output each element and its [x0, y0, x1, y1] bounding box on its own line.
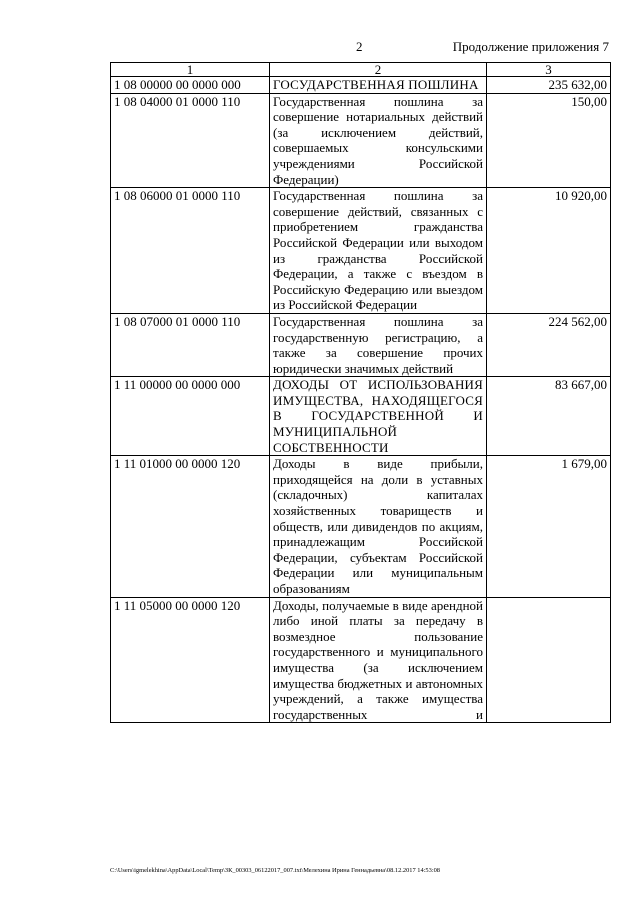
file-path-footer: C:\Users\igmelekhina\AppData\Local\Temp\ЗК_00303_06122017_007.txt\Мелехина Ирина Геннадьевна\08.12.2017 14:53:08 [110, 867, 440, 874]
table-header-row [111, 63, 611, 77]
continuation-label: Продолжение приложения 7 [452, 39, 609, 54]
row-name: Доходы, получаемые в виде арендной либо иной платы за передачу в возмездное пользование государственного и муниципального имущества (за исключением имущества бюджетных и автономных учреждений, а также имущества государственных и [270, 597, 487, 723]
column-header-3: 3 [487, 63, 611, 77]
row-name: Доходы в виде прибыли, приходящейся на доли в уставных (складочных) капиталах хозяйственных товариществ и обществ, или дивидендов по акциям, принадлежащим Российской Федерации, субъектам Российской Федерации или муниципальным образованиям [270, 456, 487, 597]
table-row [111, 188, 611, 314]
row-name: Государственная пошлина за государственную регистрацию, а также за совершение прочих юридически значимых действий [270, 313, 487, 376]
row-code: 1 11 01000 00 0000 120 [111, 456, 270, 597]
table-row [111, 77, 611, 94]
row-code: 1 08 04000 01 0000 110 [111, 93, 270, 188]
row-code: 1 11 00000 00 0000 000 [111, 377, 270, 456]
row-amount: 83 667,00 [487, 377, 611, 456]
row-name: ДОХОДЫ ОТ ИСПОЛЬЗОВАНИЯ ИМУЩЕСТВА, НАХОДЯЩЕГОСЯ В ГОСУДАРСТВЕННОЙ И МУНИЦИПАЛЬНОЙ СОБСТВЕННОСТИ [270, 377, 487, 456]
revenue-table [110, 62, 611, 723]
table-row [111, 93, 611, 188]
row-amount: 150,00 [487, 93, 611, 188]
row-amount: 10 920,00 [487, 188, 611, 314]
row-name: Государственная пошлина за совершение действий, связанных с приобретением гражданства Российской Федерации или выходом из гражданства Российской Федерации, а также с въездом в Российскую Федерацию или выездом из Российской Федерации [270, 188, 487, 314]
row-amount: 224 562,00 [487, 313, 611, 376]
row-code: 1 08 07000 01 0000 110 [111, 313, 270, 376]
row-amount: 1 679,00 [487, 456, 611, 597]
table-row [111, 377, 611, 456]
table-row [111, 456, 611, 597]
row-name: ГОСУДАРСТВЕННАЯ ПОШЛИНА [270, 77, 487, 94]
table-row [111, 597, 611, 723]
row-amount: 235 632,00 [487, 77, 611, 94]
column-header-1: 1 [111, 63, 270, 77]
row-amount [487, 597, 611, 723]
row-code: 1 08 00000 00 0000 000 [111, 77, 270, 94]
page-number: 2 [356, 39, 363, 54]
column-header-2: 2 [270, 63, 487, 77]
row-name: Государственная пошлина за совершение нотариальных действий (за исключением действий, совершаемых консульскими учреждениями Российской Федерации) [270, 93, 487, 188]
row-code: 1 11 05000 00 0000 120 [111, 597, 270, 723]
row-code: 1 08 06000 01 0000 110 [111, 188, 270, 314]
table-row [111, 313, 611, 376]
